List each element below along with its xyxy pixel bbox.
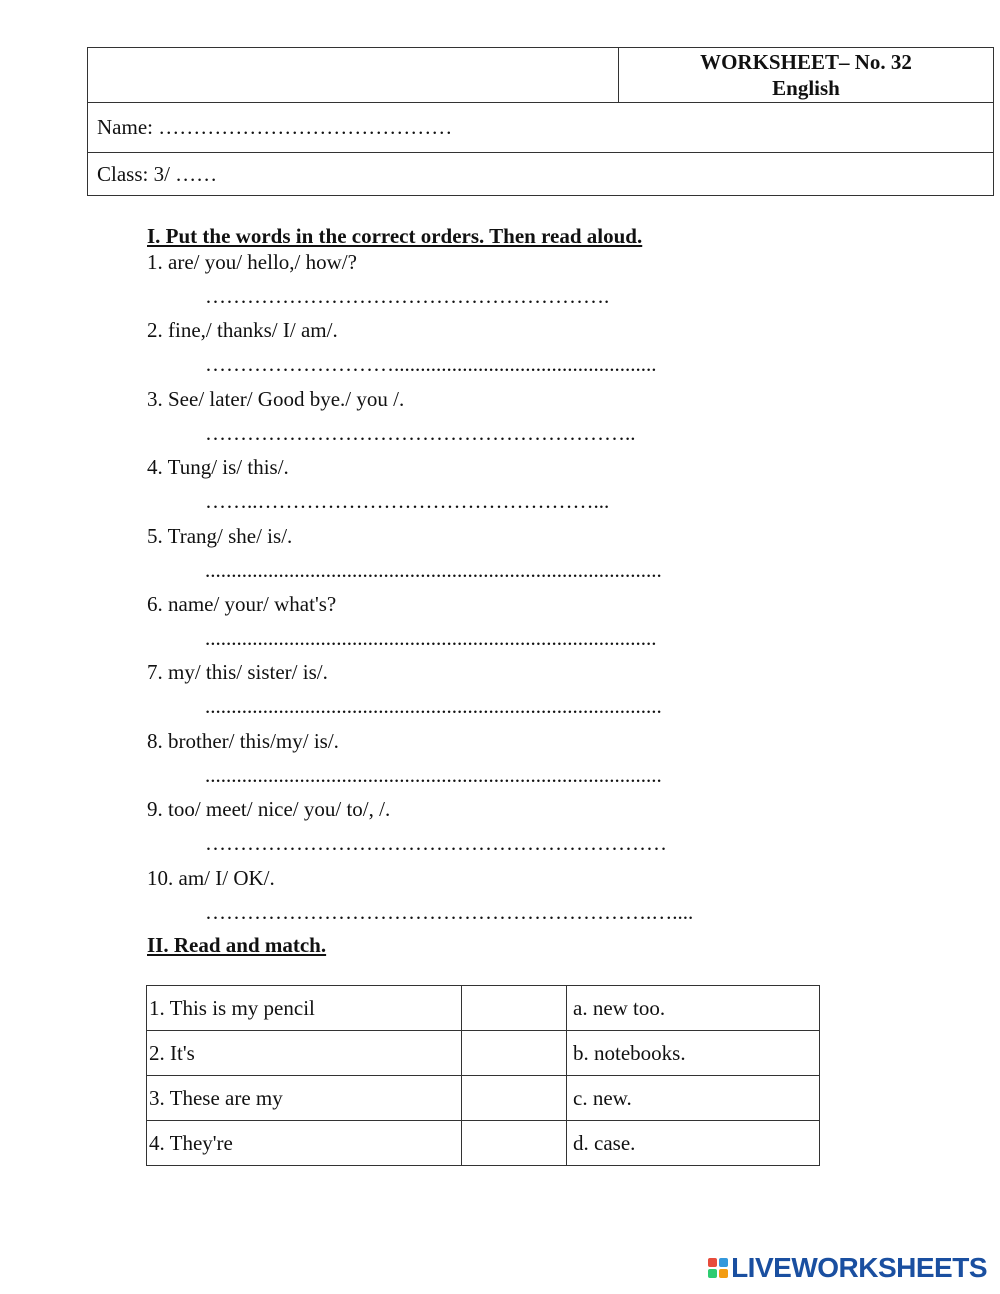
- match-answer-cell[interactable]: [462, 1031, 567, 1076]
- question-text: 1. are/ you/ hello,/ how/?: [147, 250, 357, 274]
- section1-title: I. Put the words in the correct orders. Then read aloud.: [147, 224, 643, 248]
- logo-tile: [708, 1269, 717, 1278]
- answer-line[interactable]: ......................................................................................: [205, 625, 657, 650]
- match-right: c. new.: [567, 1076, 820, 1121]
- list-item: [147, 658, 847, 726]
- list-item: [147, 385, 847, 453]
- match-answer-cell[interactable]: [462, 1121, 567, 1166]
- worksheet-header-table: [87, 47, 994, 196]
- answer-line[interactable]: …………………………………………………………: [205, 831, 667, 856]
- logo-tile: [708, 1258, 717, 1267]
- section2-title: II. Read and match.: [147, 933, 327, 957]
- list-item: [147, 590, 847, 658]
- match-answer-cell[interactable]: [462, 986, 567, 1031]
- name-line[interactable]: Name: ……………………………………: [88, 103, 994, 153]
- answer-line[interactable]: ……………………………………………………….…....: [205, 899, 694, 924]
- match-table: [146, 985, 820, 1166]
- list-item: [147, 316, 847, 384]
- question-text: 3. See/ later/ Good bye./ you /.: [147, 386, 405, 411]
- list-item: [147, 522, 847, 590]
- liveworksheets-logo: [708, 1252, 987, 1284]
- header-blank-cell: [88, 48, 619, 103]
- logo-text: LIVEWORKSHEETS: [731, 1252, 987, 1283]
- answer-line[interactable]: ………………………..................................................: [205, 352, 657, 377]
- match-left: 4. They're: [147, 1121, 462, 1166]
- match-left: 2. It's: [147, 1031, 462, 1076]
- logo-tile: [719, 1269, 728, 1278]
- table-row: [147, 1076, 820, 1121]
- worksheet-subject: English: [772, 76, 840, 100]
- answer-line[interactable]: ………………………………………………….: [205, 284, 610, 308]
- answer-line[interactable]: .......................................................................................: [205, 762, 662, 787]
- match-left: 3. These are my: [147, 1076, 462, 1121]
- list-item: [147, 864, 847, 932]
- question-text: 5. Trang/ she/ is/.: [147, 523, 293, 548]
- answer-line[interactable]: .......................................................................................: [205, 694, 662, 719]
- match-right: d. case.: [567, 1121, 820, 1166]
- worksheet-title: WORKSHEET– No. 32: [700, 50, 912, 74]
- question-text: 8. brother/ this/my/ is/.: [147, 728, 339, 753]
- table-row: [147, 1031, 820, 1076]
- list-item: [147, 795, 847, 863]
- logo-tiles-icon: [708, 1258, 728, 1278]
- worksheet-title-cell: [619, 48, 994, 103]
- list-item: [147, 453, 847, 521]
- table-row: [147, 986, 820, 1031]
- logo-tile: [719, 1258, 728, 1267]
- question-text: 2. fine,/ thanks/ I/ am/.: [147, 318, 338, 343]
- question-text: 6. name/ your/ what's?: [147, 591, 337, 616]
- answer-line[interactable]: ……..…………………………………………...: [205, 489, 610, 514]
- question-text: 7. my/ this/ sister/ is/.: [147, 660, 328, 685]
- question-text: 9. too/ meet/ nice/ you/ to/, /.: [147, 797, 391, 822]
- question-text: 4. Tung/ is/ this/.: [147, 455, 289, 480]
- answer-line[interactable]: .......................................................................................: [205, 557, 662, 582]
- match-right: a. new too.: [567, 986, 820, 1031]
- question-list: [147, 248, 847, 932]
- class-line[interactable]: Class: 3/ ……: [88, 153, 994, 196]
- list-item: [147, 248, 847, 316]
- match-answer-cell[interactable]: [462, 1076, 567, 1121]
- list-item: [147, 727, 847, 795]
- question-text: 10. am/ I/ OK/.: [147, 865, 275, 890]
- answer-line[interactable]: ……………………………………………………..: [205, 420, 636, 445]
- match-left: 1. This is my pencil: [147, 986, 462, 1031]
- match-right: b. notebooks.: [567, 1031, 820, 1076]
- table-row: [147, 1121, 820, 1166]
